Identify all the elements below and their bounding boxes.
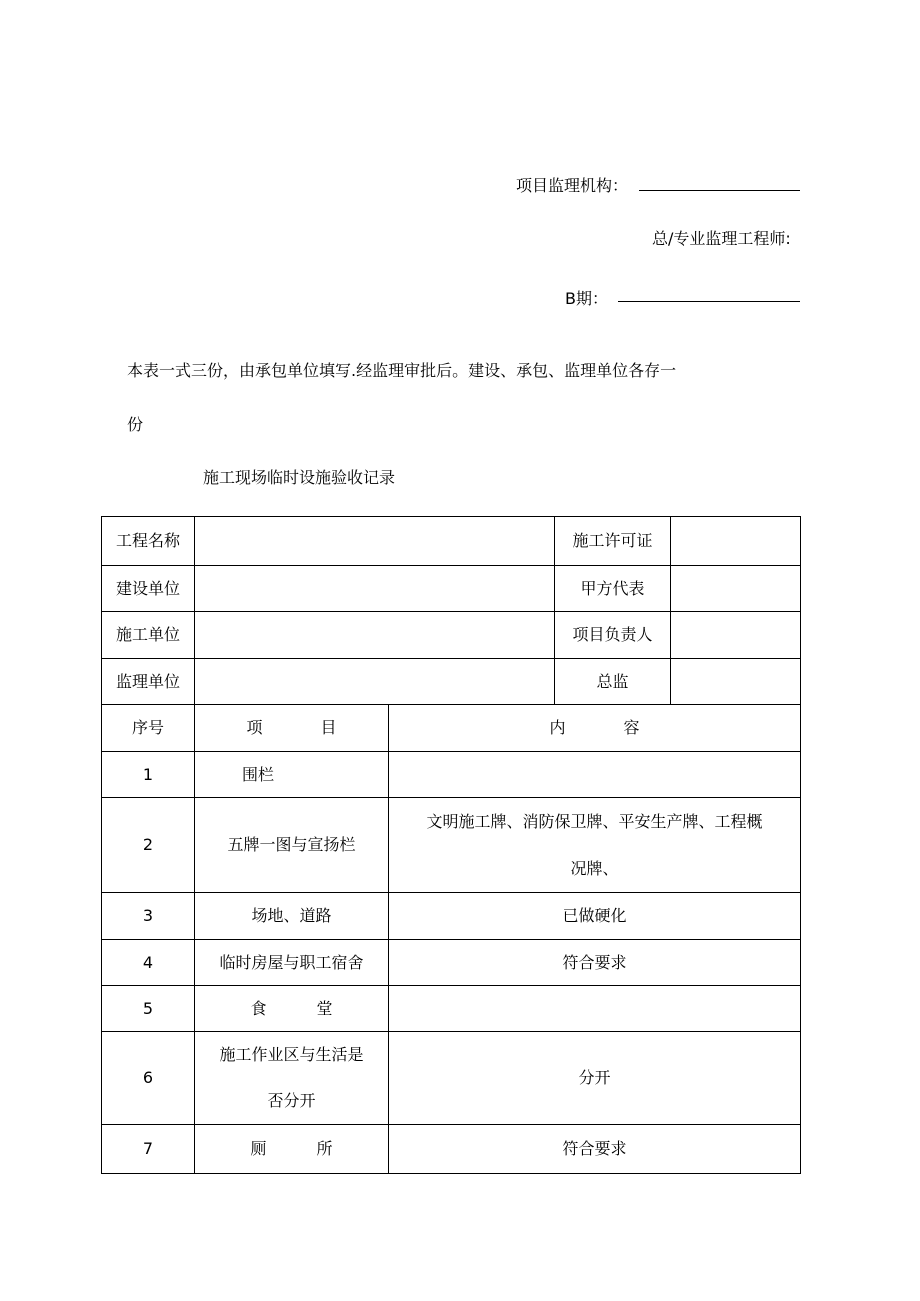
owner-rep-value[interactable]: [671, 566, 801, 612]
col-header-item-a: 项: [246, 718, 263, 737]
form-title: 施工现场临时设施验收记录: [203, 468, 396, 487]
col-header-content: [389, 705, 801, 752]
row-content[interactable]: 分开: [389, 1032, 801, 1125]
supervision-unit-label: 监理单位: [102, 659, 195, 705]
distribution-note-line1: 本表一式三份，由承包单位填写.经监理审批后。建设、承包、监理单位各存一: [127, 361, 677, 380]
row-no: 3: [102, 893, 195, 940]
contractor-unit-value[interactable]: [195, 612, 555, 659]
row-item: 场地、道路: [195, 893, 389, 940]
column-header-row: [102, 705, 801, 752]
row-content[interactable]: 符合要求: [389, 1125, 801, 1174]
row-item-b: 所: [316, 1139, 333, 1158]
distribution-note-line2: 份: [127, 415, 144, 434]
project-manager-label: 项目负责人: [555, 612, 671, 659]
row-content[interactable]: 已做硬化: [389, 893, 801, 940]
row-no: 6: [102, 1032, 195, 1125]
row-item-a: 食: [250, 998, 267, 1018]
info-row: [102, 566, 801, 612]
supervision-engineer-label: 总/专业监理工程师:: [652, 229, 791, 248]
col-header-no: 序号: [102, 705, 195, 752]
row-no: 5: [102, 986, 195, 1032]
row-no: 7: [102, 1125, 195, 1174]
project-name-label: 工程名称: [102, 517, 195, 566]
col-header-content-a: 内: [549, 718, 566, 737]
supervision-org-line[interactable]: [639, 190, 800, 191]
construction-permit-label: 施工许可证: [555, 517, 671, 566]
owner-unit-label: 建设单位: [102, 566, 195, 612]
row-item-line1: 施工作业区与生活是: [219, 1045, 364, 1064]
row-content[interactable]: [389, 798, 801, 893]
table-row: [102, 1032, 801, 1125]
row-item-a: 厕: [250, 1139, 267, 1158]
row-no: 2: [102, 798, 195, 893]
row-content-line1: 文明施工牌、消防保卫牌、平安生产牌、工程概: [426, 812, 763, 831]
owner-unit-value[interactable]: [195, 566, 555, 612]
row-item: [195, 1032, 389, 1125]
row-no: 4: [102, 940, 195, 986]
table-row: [102, 986, 801, 1032]
row-content[interactable]: [389, 752, 801, 798]
row-item: [195, 1125, 389, 1174]
info-row: [102, 612, 801, 659]
date-label: B期：: [565, 289, 608, 308]
col-header-item: [195, 705, 389, 752]
row-content[interactable]: 符合要求: [389, 940, 801, 986]
row-item: [195, 986, 389, 1032]
table-row: [102, 893, 801, 940]
inspection-record-table: [101, 516, 801, 1174]
project-manager-value[interactable]: [671, 612, 801, 659]
construction-permit-value[interactable]: [671, 517, 801, 566]
date-line[interactable]: [618, 301, 800, 302]
table-row: [102, 798, 801, 893]
row-item-line2: 否分开: [267, 1091, 316, 1110]
table-row: [102, 1125, 801, 1174]
row-content[interactable]: [389, 986, 801, 1032]
owner-rep-label: 甲方代表: [555, 566, 671, 612]
supervision-unit-value[interactable]: [195, 659, 555, 705]
col-header-item-b: 目: [320, 718, 337, 737]
col-header-content-b: 容: [623, 718, 640, 737]
info-row: [102, 659, 801, 705]
row-item: 围栏: [195, 752, 389, 798]
info-row: [102, 517, 801, 566]
row-no: 1: [102, 752, 195, 798]
row-item: 五牌一图与宣扬栏: [195, 798, 389, 893]
row-content-line2: 况牌、: [570, 859, 619, 878]
table-row: [102, 752, 801, 798]
chief-supervisor-value[interactable]: [671, 659, 801, 705]
supervision-org-label: 项目监理机构：: [516, 176, 629, 195]
project-name-value[interactable]: [195, 517, 555, 566]
row-item-b: 堂: [316, 998, 333, 1018]
table-row: [102, 940, 801, 986]
chief-supervisor-label: 总监: [555, 659, 671, 705]
row-item: 临时房屋与职工宿舍: [195, 940, 389, 986]
contractor-unit-label: 施工单位: [102, 612, 195, 659]
